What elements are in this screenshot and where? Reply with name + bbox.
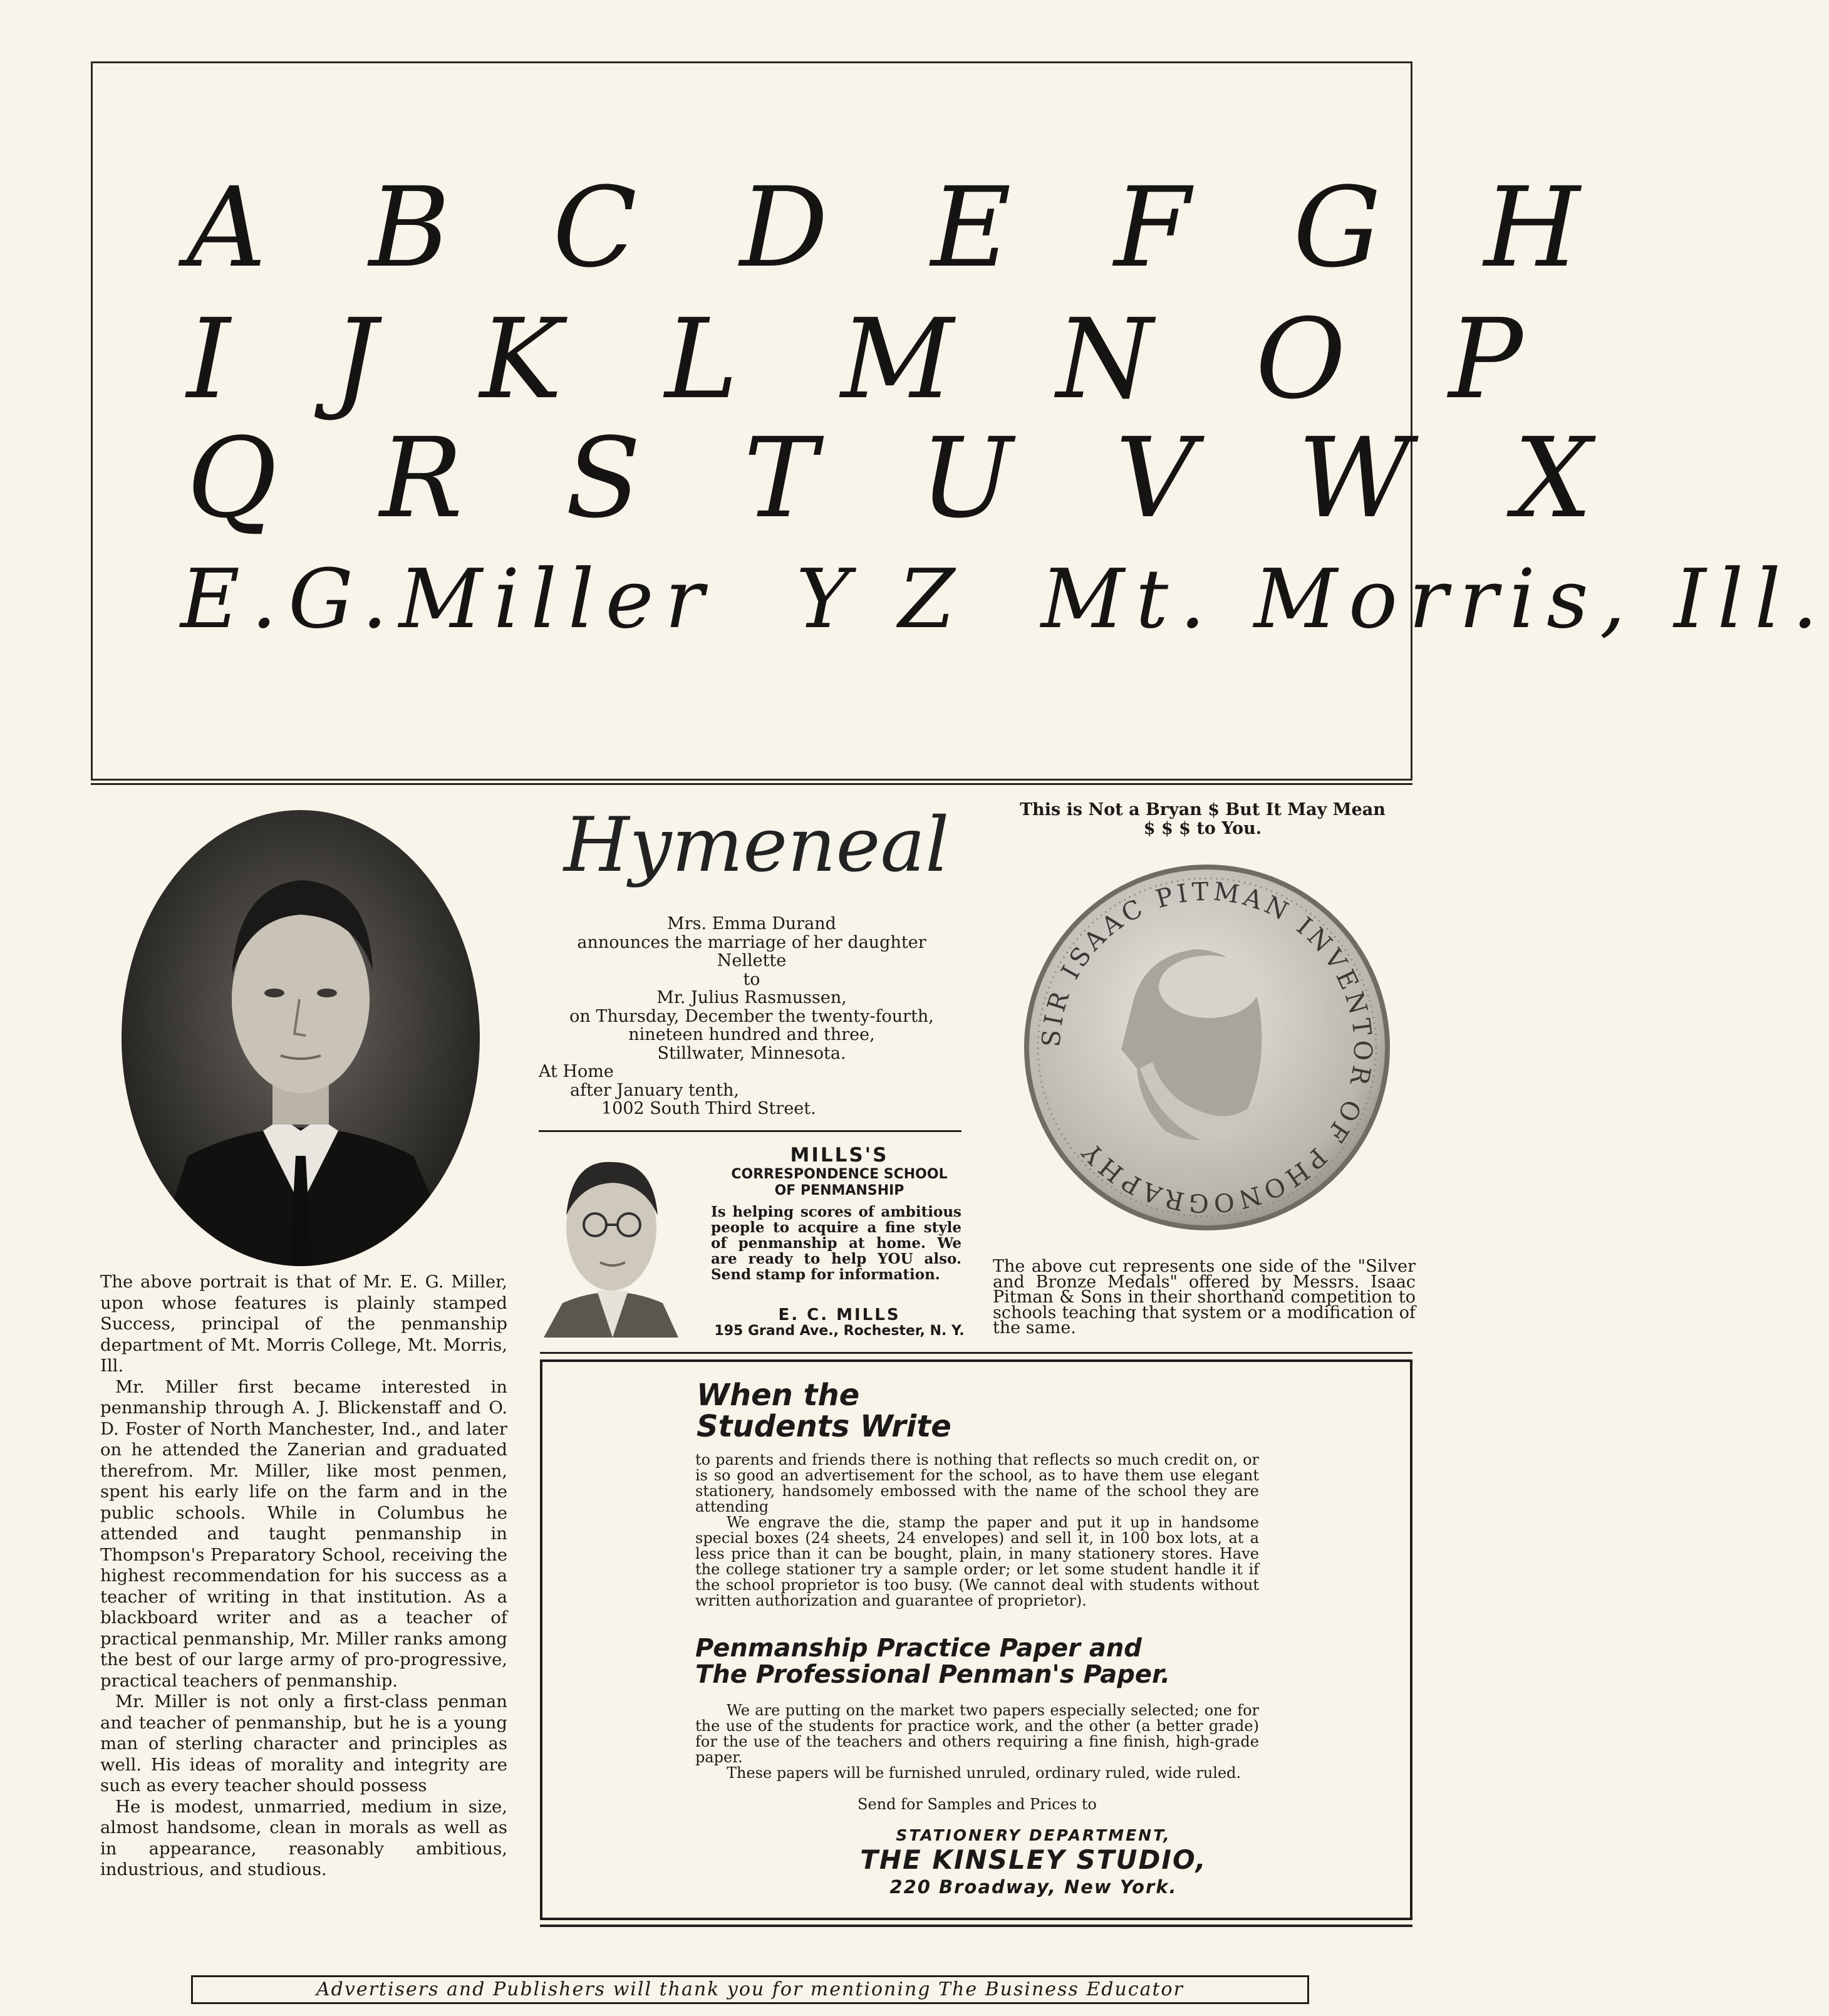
signature-miller: E.G.Miller [180,551,715,647]
announce-line: nineteen hundred and three, [628,1025,875,1044]
announce-line: after January tenth, [570,1080,739,1100]
article-para-1: The above portrait is that of Mr. E. G. Miller, upon whose features is plainly stamped Success, principal of the penmanship department of Mt. Morris College, Mt. Morris, Ill. [100,1272,507,1376]
article-para-3: Mr. Miller is not only a first-class penman and teacher of penmanship, but he is a young man of sterling character and principles as well. His ideas of morality and integrity are such as every teacher should possess [100,1691,507,1795]
section-divider [91,783,1412,785]
medal-ring-text: SIR ISAAC PITMAN INVENTOR OF PHONOGRAPHY [1037,877,1377,1218]
mills-subheading [702,1166,977,1199]
alphabet-row-3: Q R S T U V W X [187,414,1627,543]
portrait-miller [113,805,489,1272]
ad-send-line: Send for Samples and Prices to [858,1795,1097,1813]
mills-name: E. C. MILLS [778,1306,901,1324]
announce-line: Nellette [717,951,787,970]
mills-heading: MILLS'S [790,1144,889,1166]
pitman-medal [1021,861,1394,1234]
alphabet-frame [91,61,1829,781]
ad-studio: THE KINSLEY STUDIO, [860,1844,1207,1875]
alphabet-place: Mt. Morris, Ill. [1040,551,1829,647]
announce-line: to [743,969,760,989]
center-divider [539,1130,961,1132]
ad-address: 220 Broadway, New York. [889,1876,1178,1898]
announce-line: 1002 South Third Street. [601,1099,816,1118]
mills-sub-1: CORRESPONDENCE SCHOOL [731,1166,948,1182]
ad-subheading [695,1635,1170,1688]
ad-top-rule [540,1352,1412,1354]
medal-headline [977,801,1428,838]
footer-banner: Advertisers and Publishers will thank you for mentioning The Business Educator [191,1975,1309,2004]
portrait-mills [537,1146,681,1338]
ad-para-4: These papers will be furnished unruled, ordinary ruled, wide ruled. [727,1764,1241,1782]
announce-line: At Home [539,1062,614,1081]
announce-line: Stillwater, Minnesota. [657,1043,846,1063]
ad-para-2: We engrave the die, stamp the paper and put it up in handsome special boxes (24 sheets, 24 envelopes) and sell it, in 100 box lots, at a less price than it can be bought, plain, in many stationery stores. Have the college stationer try a sample order; or let some student handle it if the school proprietor is too busy. (We cannot deal with students without written authorization and guarantee of proprietor). [695,1514,1259,1609]
ad-para-1: to parents and friends there is nothing that reflects so much credit on, or is so good an advertisement for the school, as to have them use elegant stationery, handsomely embossed with the name of the school they are attending [695,1451,1259,1515]
announce-line: Mr. Julius Rasmussen, [656,988,847,1007]
ad-heading [697,1380,951,1442]
announce-line: on Thursday, December the twenty-fourth, [569,1006,934,1026]
mills-address: 195 Grand Ave., Rochester, N. Y. [714,1323,965,1339]
ad-subheading-1: Penmanship Practice Paper and [695,1634,1142,1663]
marriage-announcement [539,915,965,1118]
medal-headline-1: This is Not a Bryan $ But It May Mean [1020,800,1386,819]
hymeneal-title: Hymeneal [564,802,950,889]
announce-line: announces the marriage of her daughter [577,932,926,952]
ad-bottom-rule [540,1925,1412,1927]
mills-sub-2: OF PENMANSHIP [774,1183,904,1198]
article-para-2: Mr. Miller first became interested in penmanship through A. J. Blickenstaff and O. D. Foster of North Manchester, Ind., and later on he attended the Zanerian and graduated therefrom. Mr. Miller, like most penmen, spent his early life on the farm and in the public schools. While in Columbus he attended and taught penmanship in Thompson's Preparatory School, receiving the highest recommendation for his success as a teacher of writing in that institution. As a blackboard writer and as a teacher of practical penmanship, Mr. Miller ranks among the best of our large army of pro-progressive, practical teachers of penmanship. [100,1376,507,1691]
ad-subheading-2: The Professional Penman's Paper. [695,1660,1171,1689]
alphabet-yz: Y Z [796,551,966,647]
alphabet-row-4 [180,551,1829,647]
ad-heading-1: When the [697,1378,860,1413]
portrait-article [100,1272,507,1881]
article-para-4: He is modest, unmarried, medium in size, almost handsome, clean in morals as well as in appearance, reasonably ambitious, industrious, and studious. [100,1796,507,1879]
medal-caption: The above cut represents one side of the "Silver and Bronze Medals" offered by Messrs. Isaac Pitman & Sons in their shorthand competition to schools teaching that system or a modification of the same. [993,1257,1416,1338]
ad-heading-2: Students Write [697,1409,951,1444]
mills-body: Is helping scores of ambitious people to acquire a fine style of penmanship at home. We are ready to help YOU also. Send stamp for information. [711,1203,961,1283]
alphabet-row-1: A B C D E F G H [187,164,1614,292]
ad-para-3: We are putting on the market two papers especially selected; one for the use of the students for practice work, and the other (a better grade) for the use of the teachers and others requiring a fine finish, high-grade paper. [695,1702,1259,1766]
medal-headline-2: $ $ $ to You. [1143,819,1262,838]
announce-line: Mrs. Emma Durand [667,914,836,933]
alphabet-row-2: I J K L M N O P [187,295,1557,423]
ad-dept: STATIONERY DEPARTMENT, [896,1826,1171,1844]
